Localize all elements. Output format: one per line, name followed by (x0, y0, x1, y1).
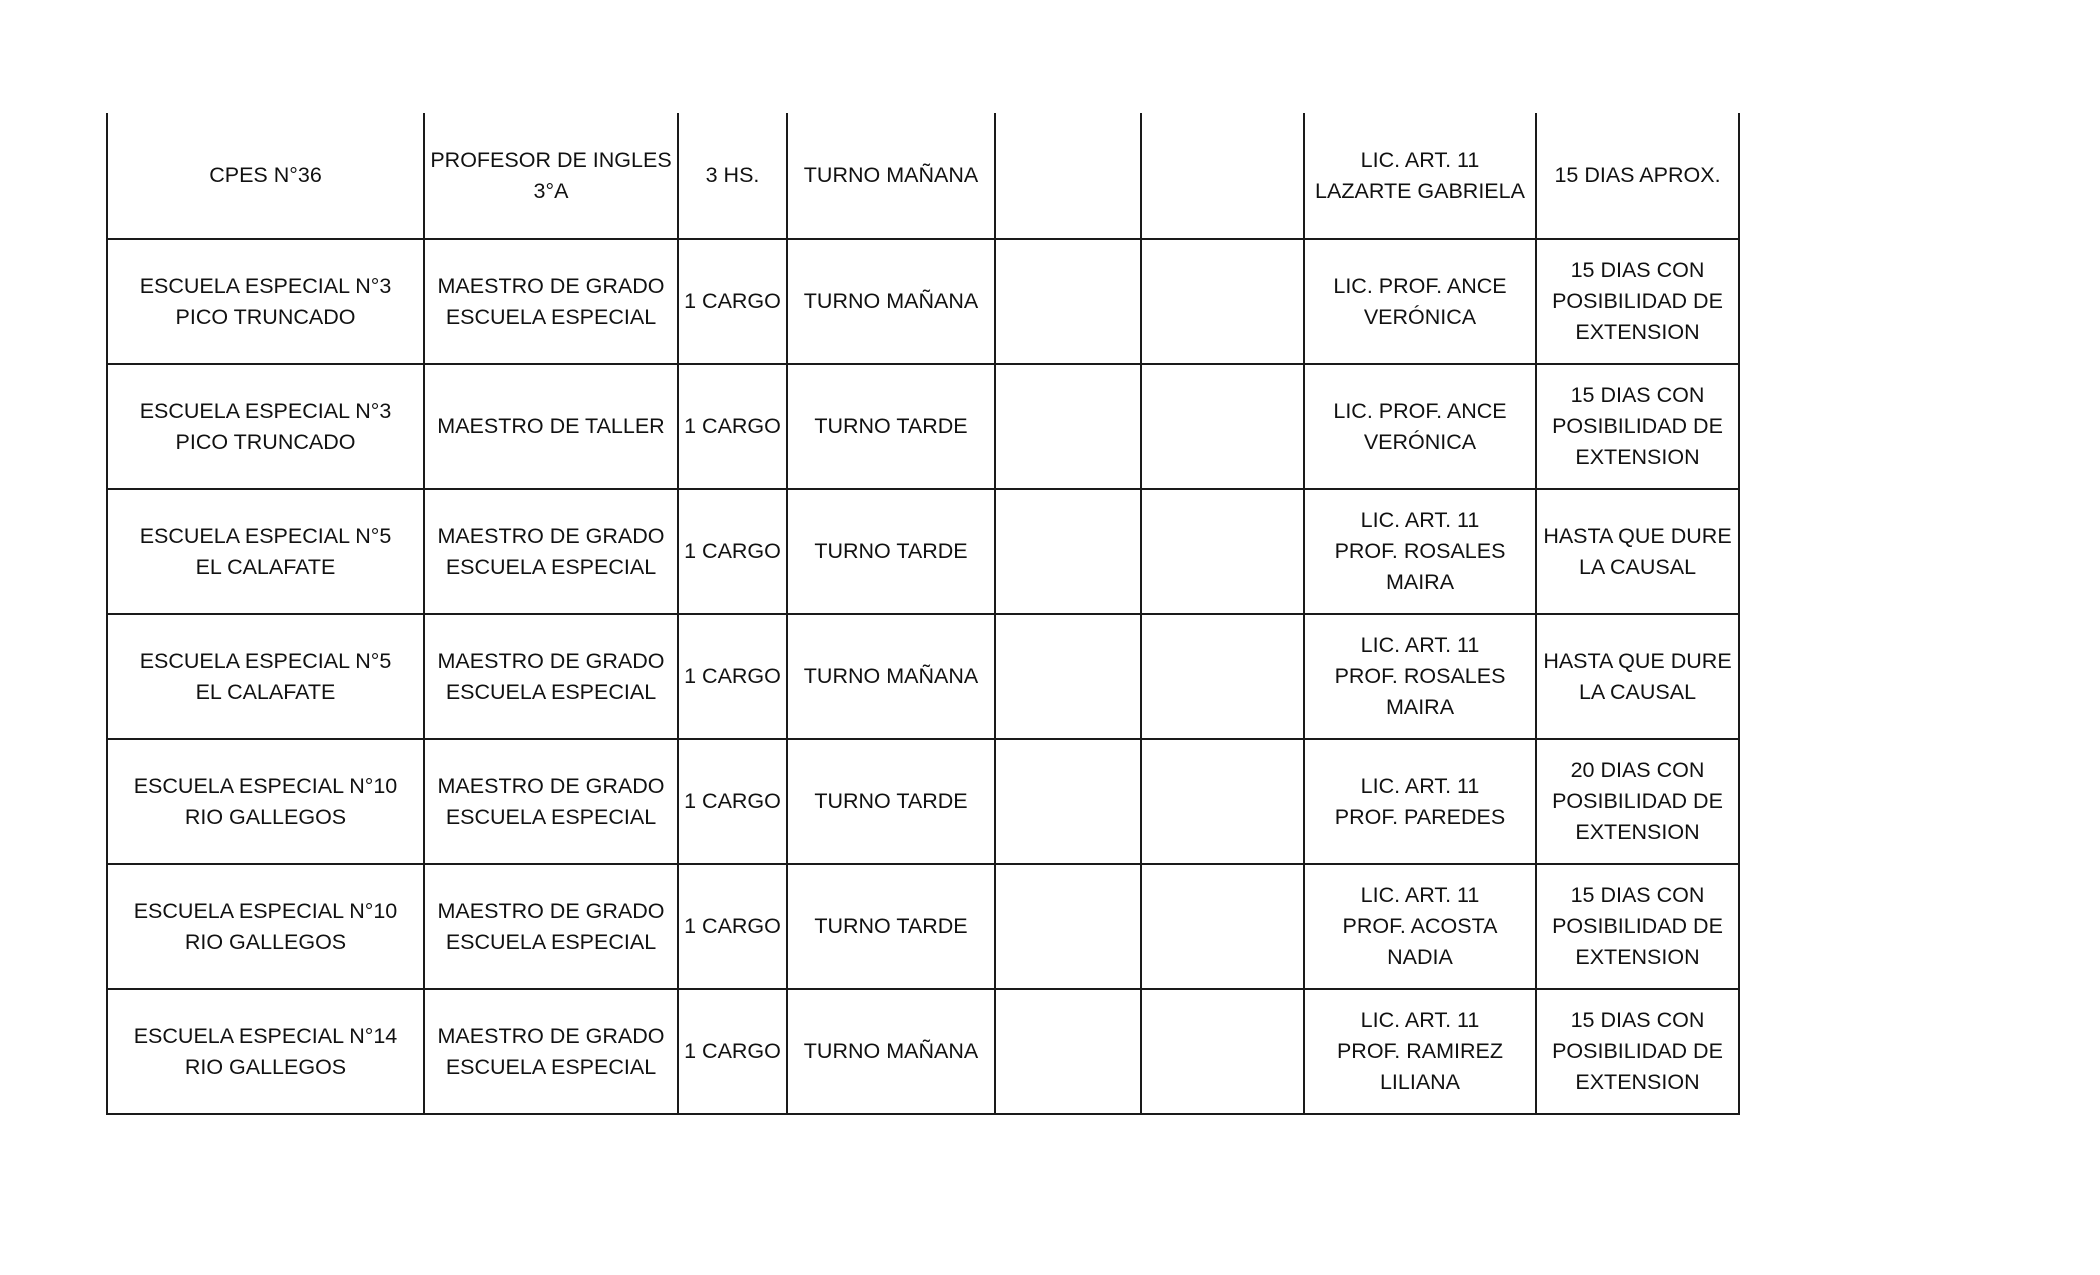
school-cell: ESCUELA ESPECIAL N°5 EL CALAFATE (107, 489, 424, 614)
empty-cell (1141, 364, 1304, 489)
duration-cell: 15 DIAS APROX. (1536, 113, 1739, 239)
amount-cell: 3 HS. (678, 113, 787, 239)
position-cell: MAESTRO DE GRADO ESCUELA ESPECIAL (424, 989, 678, 1114)
empty-cell (995, 739, 1141, 864)
amount-cell: 1 CARGO (678, 489, 787, 614)
shift-cell: TURNO MAÑANA (787, 239, 995, 364)
position-cell: MAESTRO DE GRADO ESCUELA ESPECIAL (424, 614, 678, 739)
reason-cell: LIC. ART. 11 PROF. ROSALES MAIRA (1304, 614, 1536, 739)
duration-cell: 15 DIAS CON POSIBILIDAD DE EXTENSION (1536, 989, 1739, 1114)
position-cell: PROFESOR DE INGLES 3°A (424, 113, 678, 239)
school-cell: ESCUELA ESPECIAL N°3 PICO TRUNCADO (107, 239, 424, 364)
table-row (107, 364, 1739, 489)
school-cell: ESCUELA ESPECIAL N°5 EL CALAFATE (107, 614, 424, 739)
empty-cell (995, 239, 1141, 364)
vacancy-table (106, 113, 1740, 1115)
table-row (107, 113, 1739, 239)
amount-cell: 1 CARGO (678, 989, 787, 1114)
position-cell: MAESTRO DE GRADO ESCUELA ESPECIAL (424, 864, 678, 989)
reason-cell: LIC. PROF. ANCE VERÓNICA (1304, 364, 1536, 489)
position-cell: MAESTRO DE GRADO ESCUELA ESPECIAL (424, 239, 678, 364)
position-cell: MAESTRO DE TALLER (424, 364, 678, 489)
empty-cell (1141, 864, 1304, 989)
empty-cell (1141, 739, 1304, 864)
empty-cell (995, 864, 1141, 989)
table-row (107, 864, 1739, 989)
shift-cell: TURNO MAÑANA (787, 989, 995, 1114)
reason-cell: LIC. ART. 11 PROF. ACOSTA NADIA (1304, 864, 1536, 989)
amount-cell: 1 CARGO (678, 614, 787, 739)
duration-cell: 15 DIAS CON POSIBILIDAD DE EXTENSION (1536, 364, 1739, 489)
empty-cell (995, 364, 1141, 489)
shift-cell: TURNO MAÑANA (787, 113, 995, 239)
empty-cell (1141, 239, 1304, 364)
position-cell: MAESTRO DE GRADO ESCUELA ESPECIAL (424, 489, 678, 614)
reason-cell: LIC. ART. 11 PROF. ROSALES MAIRA (1304, 489, 1536, 614)
empty-cell (995, 113, 1141, 239)
empty-cell (1141, 614, 1304, 739)
position-cell: MAESTRO DE GRADO ESCUELA ESPECIAL (424, 739, 678, 864)
table-row (107, 989, 1739, 1114)
shift-cell: TURNO TARDE (787, 489, 995, 614)
table-row (107, 489, 1739, 614)
empty-cell (995, 489, 1141, 614)
duration-cell: 15 DIAS CON POSIBILIDAD DE EXTENSION (1536, 864, 1739, 989)
empty-cell (1141, 113, 1304, 239)
duration-cell: 20 DIAS CON POSIBILIDAD DE EXTENSION (1536, 739, 1739, 864)
shift-cell: TURNO TARDE (787, 739, 995, 864)
empty-cell (1141, 489, 1304, 614)
shift-cell: TURNO TARDE (787, 364, 995, 489)
school-cell: ESCUELA ESPECIAL N°3 PICO TRUNCADO (107, 364, 424, 489)
duration-cell: 15 DIAS CON POSIBILIDAD DE EXTENSION (1536, 239, 1739, 364)
table-row (107, 614, 1739, 739)
amount-cell: 1 CARGO (678, 739, 787, 864)
duration-cell: HASTA QUE DURE LA CAUSAL (1536, 489, 1739, 614)
reason-cell: LIC. ART. 11 LAZARTE GABRIELA (1304, 113, 1536, 239)
school-cell: ESCUELA ESPECIAL N°10 RIO GALLEGOS (107, 864, 424, 989)
empty-cell (995, 989, 1141, 1114)
reason-cell: LIC. ART. 11 PROF. PAREDES (1304, 739, 1536, 864)
school-cell: ESCUELA ESPECIAL N°14 RIO GALLEGOS (107, 989, 424, 1114)
school-cell: ESCUELA ESPECIAL N°10 RIO GALLEGOS (107, 739, 424, 864)
amount-cell: 1 CARGO (678, 239, 787, 364)
school-cell: CPES N°36 (107, 113, 424, 239)
shift-cell: TURNO MAÑANA (787, 614, 995, 739)
duration-cell: HASTA QUE DURE LA CAUSAL (1536, 614, 1739, 739)
table-row (107, 239, 1739, 364)
reason-cell: LIC. PROF. ANCE VERÓNICA (1304, 239, 1536, 364)
empty-cell (1141, 989, 1304, 1114)
table-row (107, 739, 1739, 864)
empty-cell (995, 614, 1141, 739)
amount-cell: 1 CARGO (678, 364, 787, 489)
shift-cell: TURNO TARDE (787, 864, 995, 989)
amount-cell: 1 CARGO (678, 864, 787, 989)
table-body (107, 113, 1739, 1114)
reason-cell: LIC. ART. 11 PROF. RAMIREZ LILIANA (1304, 989, 1536, 1114)
